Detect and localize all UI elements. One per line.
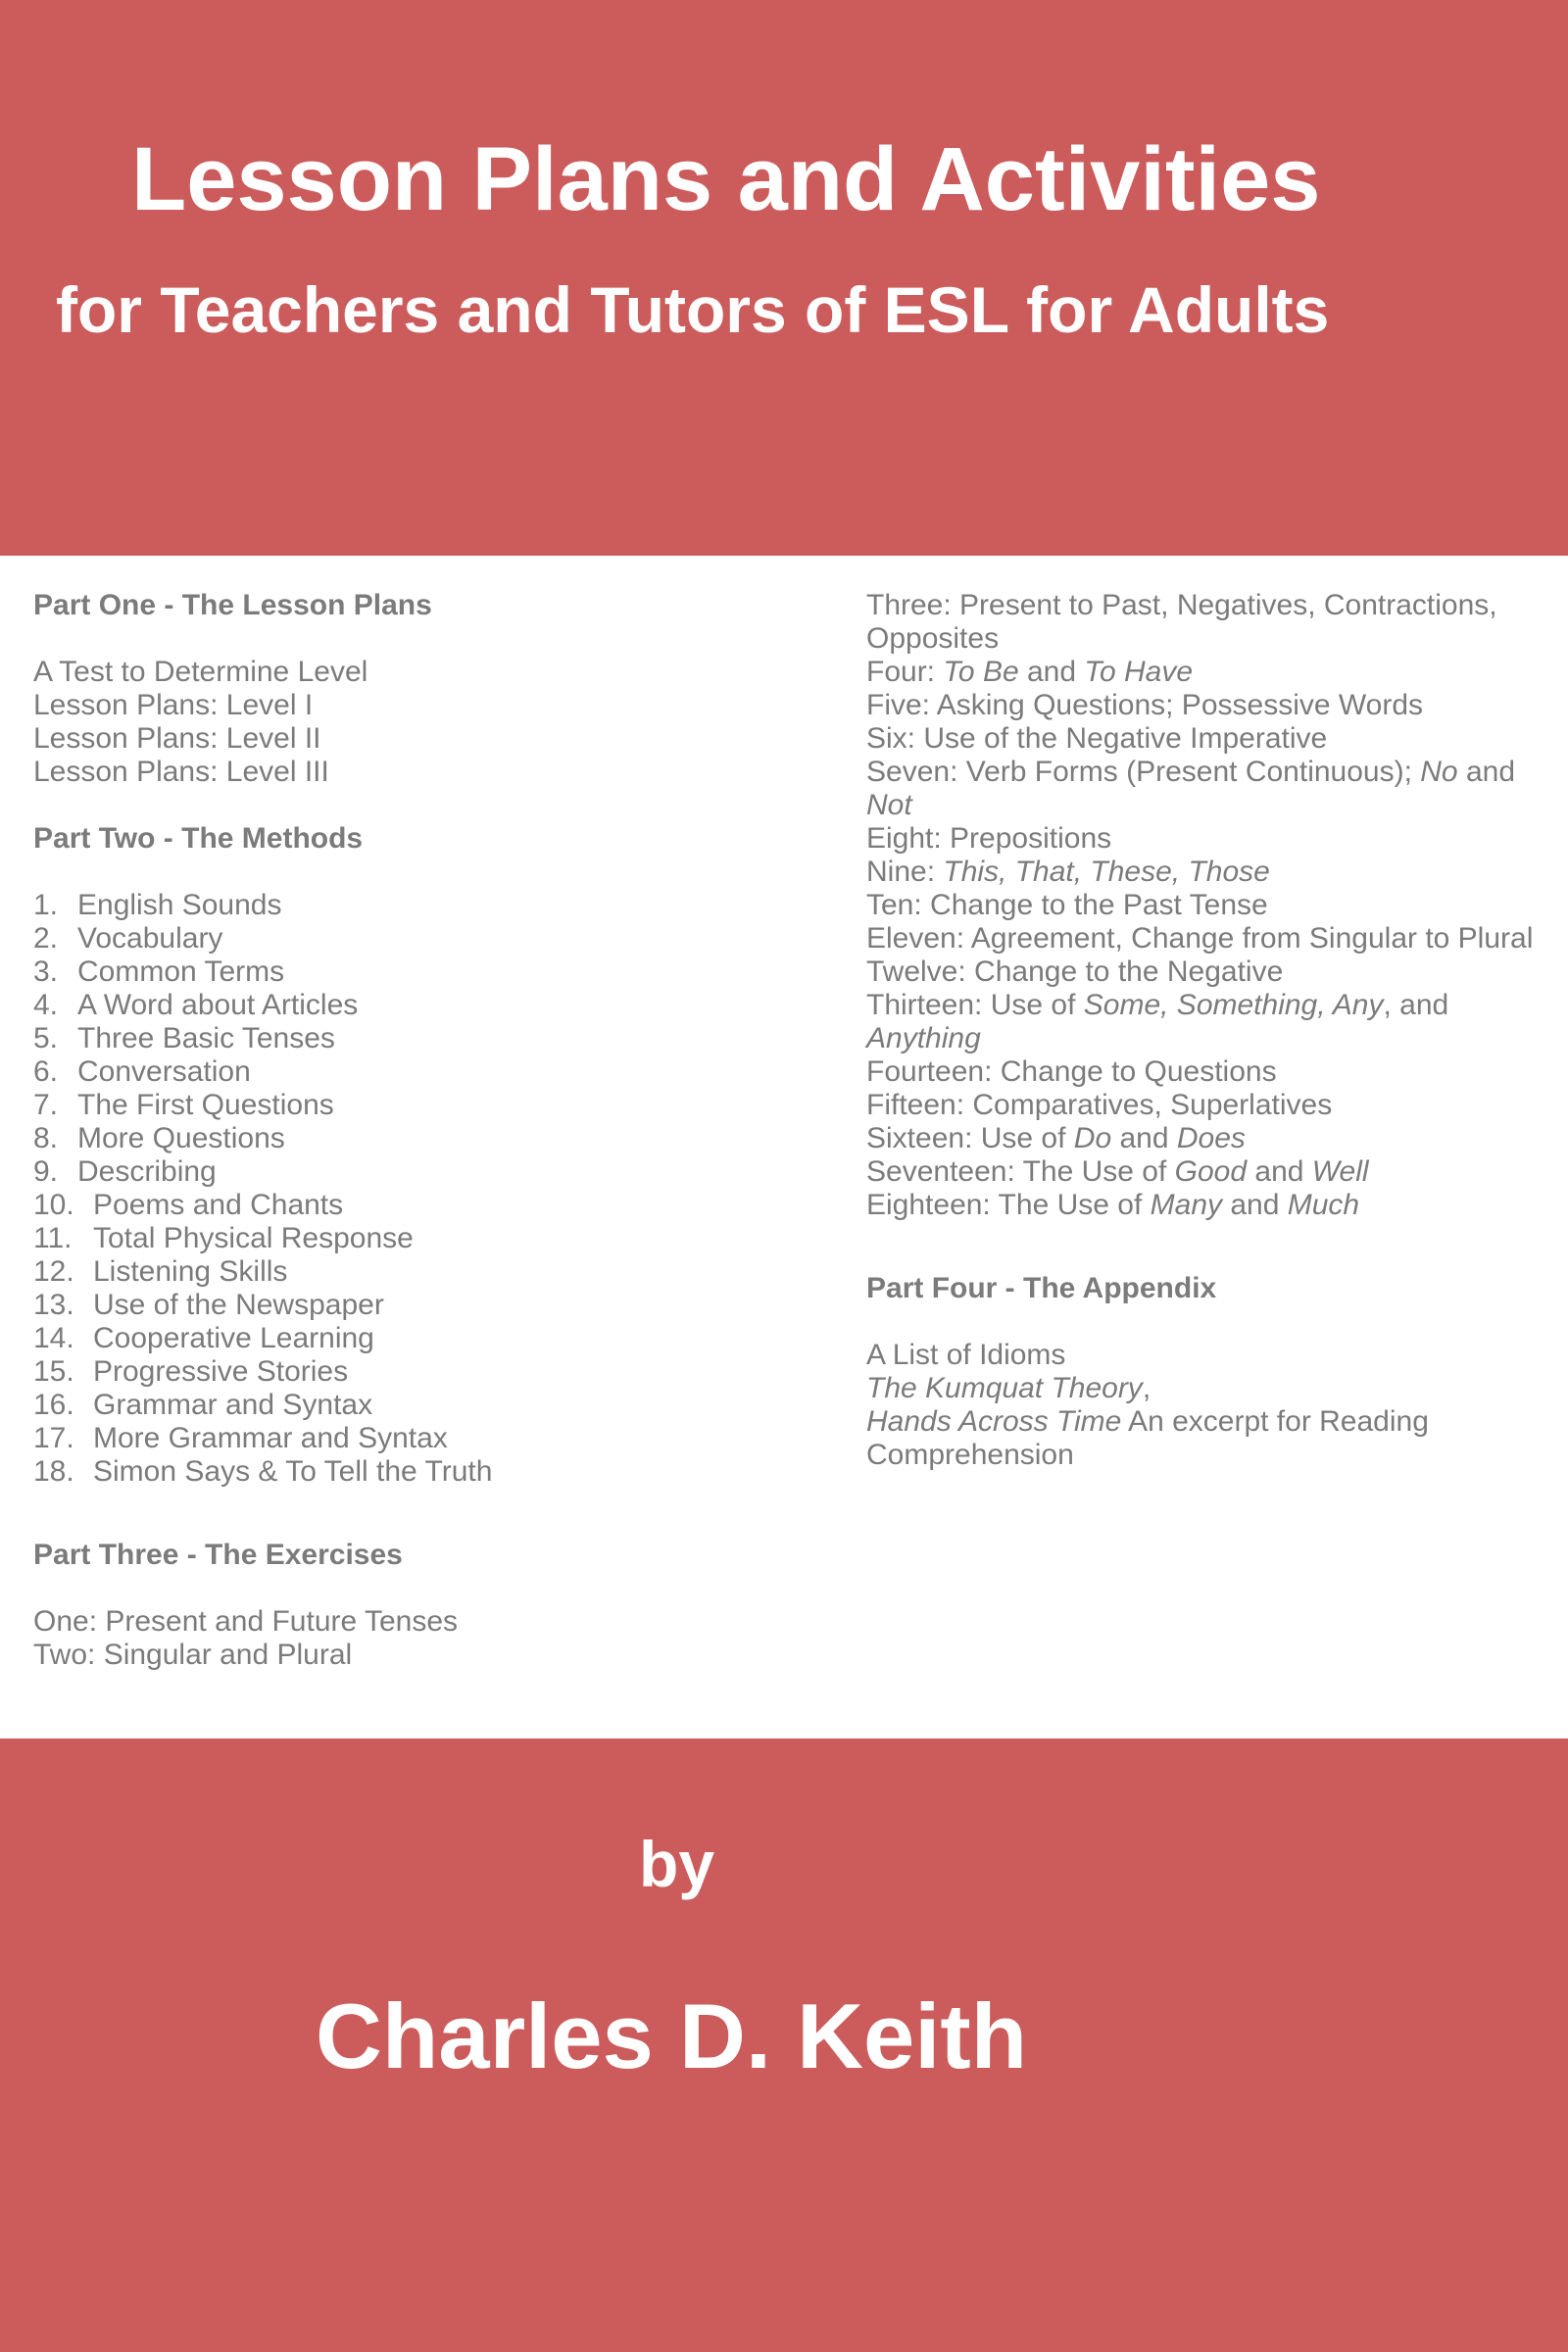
item-number: 13. [33, 1289, 74, 1321]
by-label: by [639, 1828, 715, 1900]
item-text: Describing [77, 1155, 217, 1188]
exercise-text: Thirteen: Use of [866, 989, 1084, 1021]
exercise-item: Eight: Prepositions [866, 822, 1112, 855]
part-one-heading: Part One - The Lesson Plans [33, 589, 432, 621]
item-number: 7. [33, 1089, 59, 1121]
exercise-item [866, 989, 1543, 1055]
exercise-italic: Does [1176, 1122, 1246, 1154]
exercise-item [866, 1155, 1543, 1189]
appendix-item: A List of Idioms [866, 1339, 1066, 1371]
item-number: 10. [33, 1189, 74, 1221]
item-text: A Word about Articles [77, 989, 359, 1021]
toc-left-column [33, 589, 817, 1672]
spacer [866, 1222, 1543, 1272]
item-number: 12. [33, 1255, 74, 1288]
item-text: Progressive Stories [93, 1355, 349, 1388]
item-number: 5. [33, 1022, 59, 1054]
item-text: Poems and Chants [93, 1189, 344, 1221]
exercise-text: Seven: Verb Forms (Present Continuous); [866, 756, 1421, 788]
book-subtitle: for Teachers and Tutors of ESL for Adults [56, 273, 1330, 346]
top-band [0, 0, 1568, 556]
exercise-italic: No [1420, 756, 1458, 788]
appendix-italic: The Kumquat Theory [866, 1372, 1143, 1404]
exercise-item: Fourteen: Change to Questions [866, 1055, 1277, 1088]
item-text: Listening Skills [93, 1255, 288, 1288]
item-text: Total Physical Response [93, 1222, 414, 1254]
exercise-item: Two: Singular and Plural [33, 1639, 353, 1671]
item-text: Grammar and Syntax [93, 1389, 373, 1421]
exercise-italic: This, That, These, Those [943, 856, 1270, 888]
toc-item: Lesson Plans: Level II [33, 722, 321, 755]
exercise-item: Six: Use of the Negative Imperative [866, 722, 1328, 755]
toc-item: Lesson Plans: Level III [33, 756, 329, 788]
method-item [33, 1222, 817, 1255]
item-number: 2. [33, 922, 59, 955]
item-number: 17. [33, 1422, 74, 1454]
item-number: 8. [33, 1122, 59, 1154]
method-item [33, 956, 817, 989]
method-item [33, 1122, 817, 1155]
exercise-italic: Do [1073, 1122, 1112, 1154]
exercise-item: Fifteen: Comparatives, Superlatives [866, 1089, 1333, 1121]
item-text: Use of the Newspaper [93, 1289, 384, 1321]
exercise-item: Ten: Change to the Past Tense [866, 889, 1268, 921]
item-number: 18. [33, 1455, 74, 1488]
method-item [33, 1422, 817, 1455]
item-text: The First Questions [77, 1089, 334, 1121]
item-number: 14. [33, 1322, 74, 1354]
exercise-italic: To Have [1084, 656, 1194, 688]
exercise-item [866, 1189, 1543, 1222]
exercise-text: , and [1383, 989, 1449, 1021]
item-text: English Sounds [77, 889, 282, 921]
spacer [33, 1489, 817, 1539]
method-item [33, 922, 817, 956]
part-two-heading: Part Two - The Methods [33, 822, 364, 855]
method-item [33, 1389, 817, 1422]
method-item [33, 1255, 817, 1289]
exercise-text: and [1222, 1189, 1288, 1221]
spacer [33, 1572, 817, 1605]
exercise-text: and [1111, 1122, 1177, 1154]
item-number: 1. [33, 889, 59, 921]
appendix-text: An excerpt for Reading Comprehension [866, 1405, 1429, 1471]
item-text: Vocabulary [77, 922, 223, 955]
author-name: Charles D. Keith [316, 1984, 1028, 2087]
exercise-item [866, 756, 1543, 822]
exercise-item [866, 1122, 1543, 1155]
item-text: Common Terms [77, 956, 285, 988]
method-item [33, 1089, 817, 1122]
exercise-italic: Good [1174, 1155, 1248, 1188]
exercise-item: One: Present and Future Tenses [33, 1605, 459, 1638]
method-item [33, 989, 817, 1022]
method-item [33, 1455, 817, 1489]
appendix-text: , [1142, 1372, 1152, 1404]
exercise-text: Nine: [866, 856, 944, 888]
toc-right-column [866, 589, 1543, 1472]
method-item [33, 1155, 817, 1189]
exercise-italic: Many [1150, 1189, 1222, 1221]
exercise-text: and [1457, 756, 1516, 788]
item-text: More Questions [77, 1122, 285, 1154]
method-item [33, 1189, 817, 1222]
part-four-heading: Part Four - The Appendix [866, 1272, 1217, 1304]
toc-item: Lesson Plans: Level I [33, 689, 314, 721]
spacer [33, 622, 817, 656]
item-text: Three Basic Tenses [77, 1022, 335, 1054]
item-number: 11. [33, 1222, 73, 1254]
method-item [33, 1322, 817, 1355]
method-item [33, 1022, 817, 1055]
exercise-item: Three: Present to Past, Negatives, Contractions, Opposites [866, 589, 1497, 655]
item-number: 15. [33, 1355, 74, 1388]
item-number: 6. [33, 1055, 59, 1088]
exercise-italic: Anything [866, 1022, 981, 1054]
item-text: More Grammar and Syntax [93, 1422, 448, 1454]
part-three-heading: Part Three - The Exercises [33, 1539, 403, 1571]
exercise-item: Twelve: Change to the Negative [866, 956, 1284, 988]
spacer [866, 1305, 1543, 1339]
method-item [33, 1289, 817, 1322]
item-number: 3. [33, 956, 59, 988]
exercise-item [866, 856, 1543, 889]
exercise-item: Eleven: Agreement, Change from Singular to Plural [866, 922, 1534, 955]
toc-item: A Test to Determine Level [33, 656, 368, 688]
exercise-text: Sixteen: Use of [866, 1122, 1074, 1154]
method-item [33, 1355, 817, 1389]
exercise-text: Four: [866, 656, 944, 688]
exercise-text: Eighteen: The Use of [866, 1189, 1151, 1221]
item-text: Cooperative Learning [93, 1322, 374, 1354]
item-number: 9. [33, 1155, 59, 1188]
item-number: 4. [33, 989, 59, 1021]
book-title: Lesson Plans and Activities [131, 129, 1321, 229]
appendix-item [866, 1405, 1543, 1472]
exercise-item [866, 656, 1543, 689]
appendix-item [866, 1372, 1543, 1405]
exercise-italic: Some, Something, Any [1083, 989, 1384, 1021]
exercise-text: and [1247, 1155, 1312, 1188]
appendix-italic: Hands Across Time [866, 1405, 1122, 1438]
exercise-text: and [1018, 656, 1085, 688]
method-item [33, 889, 817, 922]
spacer [33, 789, 817, 822]
exercise-text: Seventeen: The Use of [866, 1155, 1175, 1188]
item-number: 16. [33, 1389, 74, 1421]
method-item [33, 1055, 817, 1089]
exercise-italic: Well [1311, 1155, 1369, 1188]
exercise-italic: Much [1287, 1189, 1360, 1221]
exercise-italic: Not [866, 789, 912, 821]
item-text: Conversation [77, 1055, 251, 1088]
spacer [33, 856, 817, 889]
exercise-item: Five: Asking Questions; Possessive Words [866, 689, 1424, 721]
exercise-italic: To Be [943, 656, 1019, 688]
item-text: Simon Says & To Tell the Truth [93, 1455, 493, 1488]
